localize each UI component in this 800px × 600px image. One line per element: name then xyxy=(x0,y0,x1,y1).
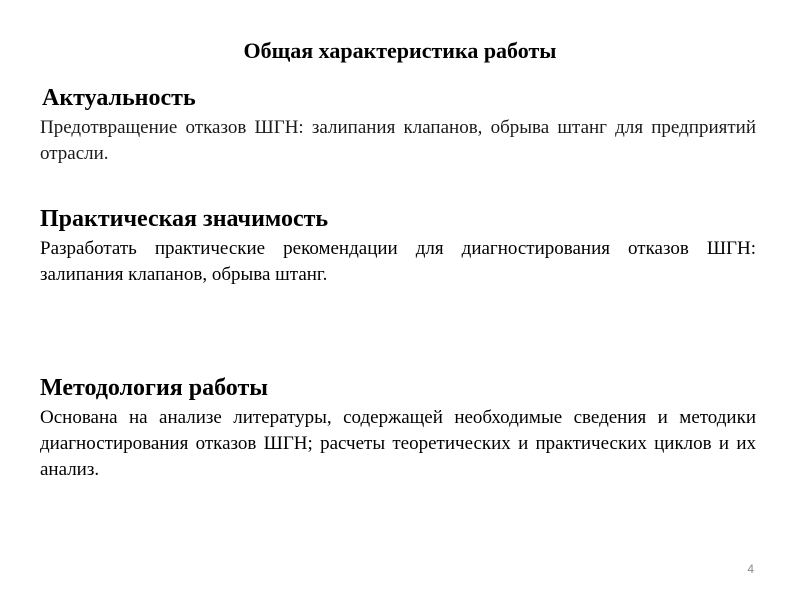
section-text: Основана на анализе литературы, содержащей необходимые сведения и методики диагностирования отказов ШГН; расчеты теоретических и практических циклов и их анализ. xyxy=(40,407,756,480)
section-text: Разработать практические рекомендации для диагностирования отказов ШГН: залипания клапанов, обрыва штанг. xyxy=(40,238,756,285)
section-relevance xyxy=(40,84,756,167)
section-heading: Методология работы xyxy=(40,375,269,401)
section-text: Предотвращение отказов ШГН: залипания клапанов, обрыва штанг для предприятий отрасли. xyxy=(40,117,756,164)
slide-title: Общая характеристика работы xyxy=(243,38,557,63)
page-number: 4 xyxy=(747,562,754,576)
section-practical-significance xyxy=(40,205,756,288)
section-methodology xyxy=(40,374,756,483)
section-heading: Актуальность xyxy=(42,85,196,111)
section-heading: Практическая значимость xyxy=(40,206,329,232)
